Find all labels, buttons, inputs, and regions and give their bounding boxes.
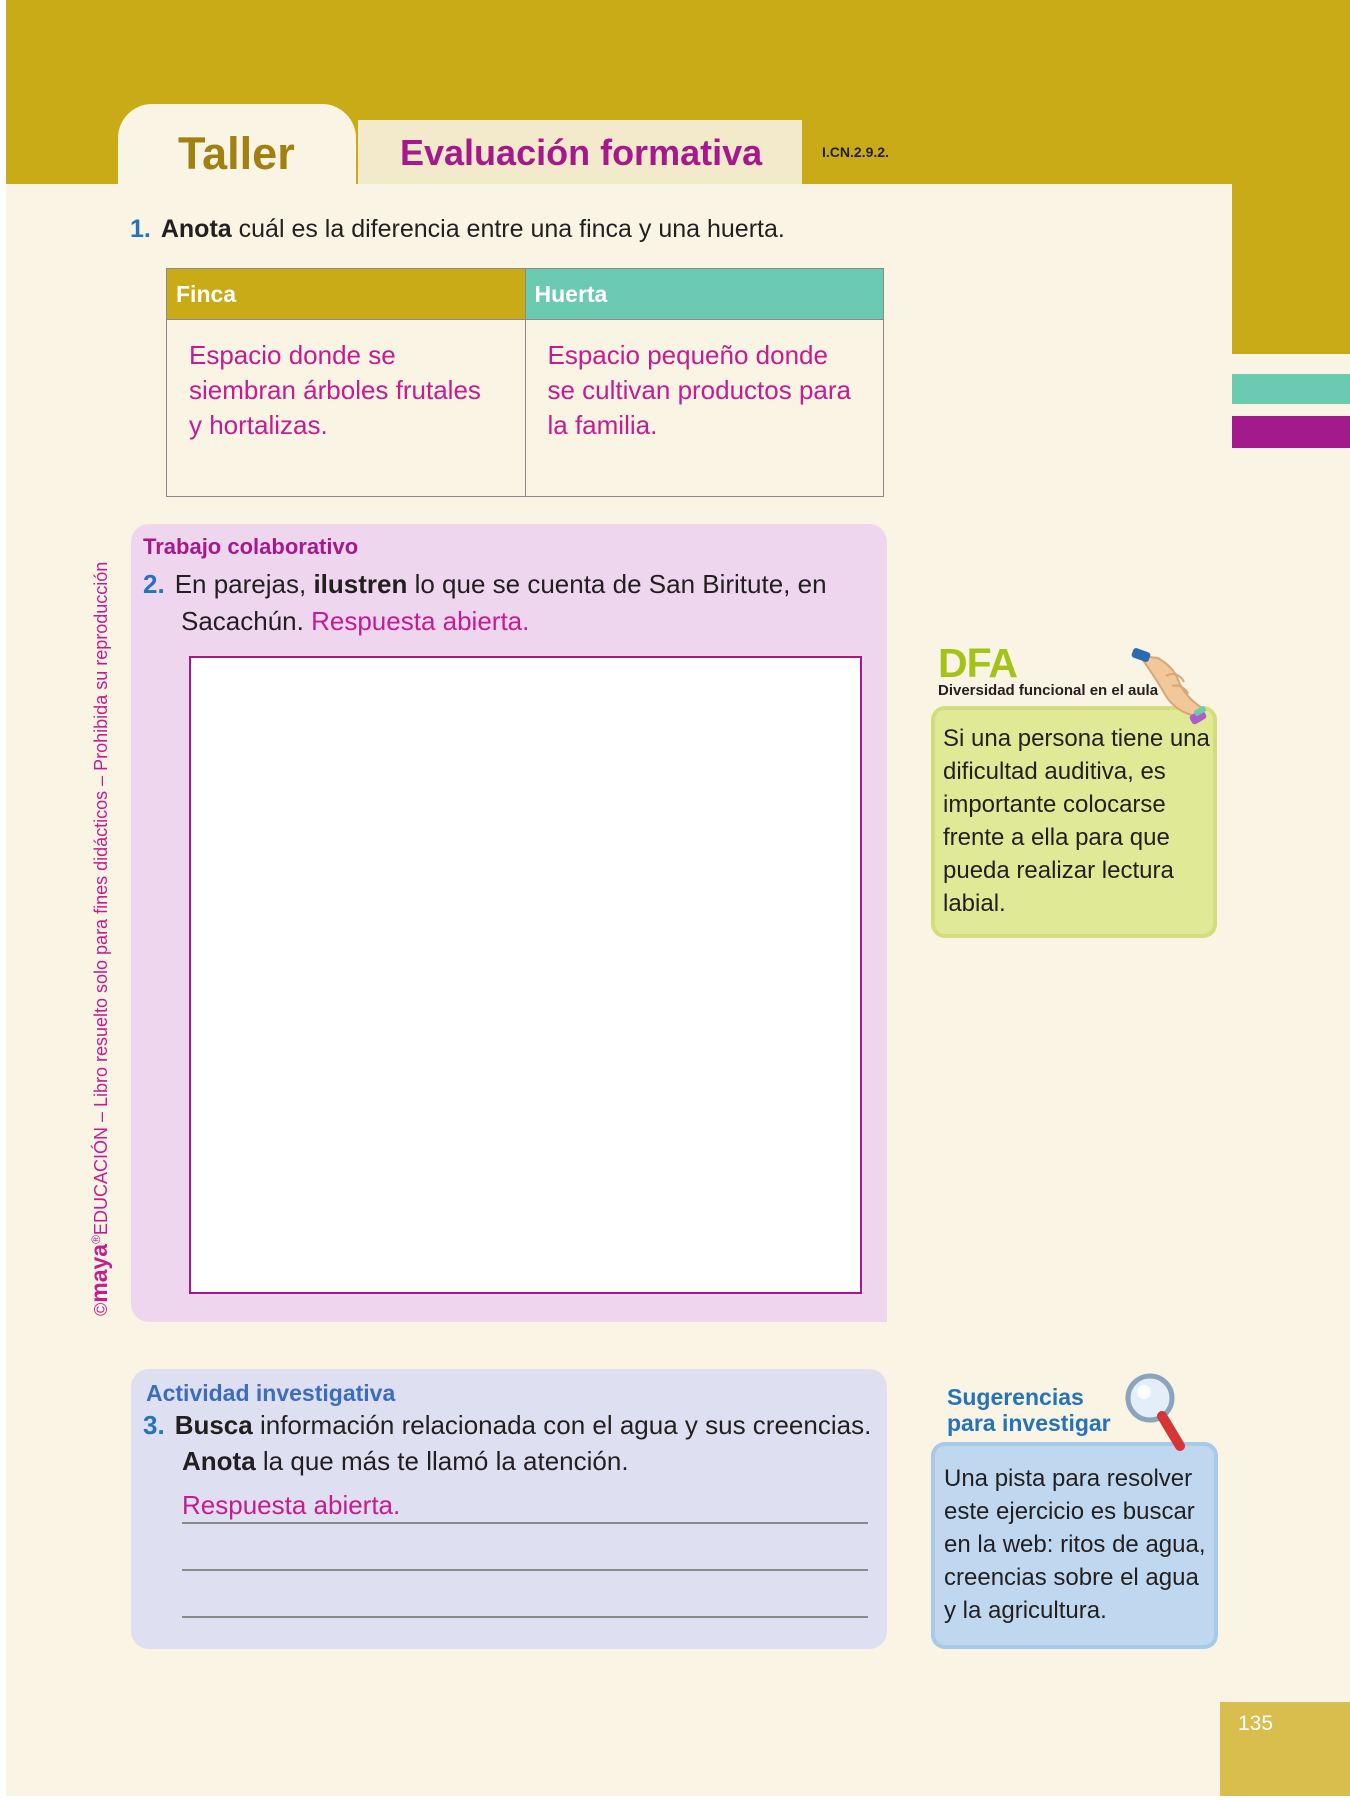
question-text-2: la que más te llamó la atención.: [255, 1446, 629, 1476]
left-margin-strip: [0, 0, 6, 1800]
magnifier-icon: [1122, 1372, 1192, 1452]
question-2: [143, 566, 883, 640]
hand-icon: [1128, 642, 1212, 732]
right-side-band: [1232, 184, 1350, 354]
answer-line-1: [182, 1522, 868, 1524]
watermark-text: EDUCACIÓN – Libro resuelto solo para fines didácticos – Prohibida su reproducción: [91, 561, 111, 1236]
suggestions-text: Una pista para resolver este ejercicio es buscar en la web: ritos de agua, creencias sobre el agua y la agricultura.: [944, 1465, 1206, 1624]
question-number: 1.: [130, 215, 151, 243]
table-cell-huerta[interactable]: Espacio pequeño donde se cultivan productos para la familia.: [525, 320, 884, 497]
finca-huerta-table: [166, 268, 884, 497]
question-3: [143, 1410, 871, 1441]
bottom-margin-strip: [0, 1796, 1350, 1800]
answer-line-2: [182, 1569, 868, 1571]
question-3-line-2: [182, 1446, 629, 1477]
dfa-subtitle: Diversidad funcional en el aula: [938, 682, 1159, 699]
table-cell-finca[interactable]: Espacio donde se siembran árboles frutales y hortalizas.: [167, 320, 526, 497]
dfa-logo: DFA: [938, 640, 1017, 686]
section-title: Taller: [178, 128, 295, 179]
suggestions-title: [947, 1384, 1111, 1436]
answer-text[interactable]: Respuesta abierta.: [182, 1490, 401, 1520]
question-verb: Busca: [174, 1410, 253, 1440]
question-verb-2: Anota: [182, 1446, 256, 1476]
question-verb: ilustren: [313, 569, 408, 599]
answer-text: Respuesta abierta.: [311, 606, 530, 636]
question-number: 3.: [143, 1410, 165, 1440]
suggestions-title-line-2: para investigar: [947, 1410, 1111, 1436]
question-text: información relacionada con el agua y sus creencias.: [252, 1410, 872, 1440]
question-verb: Anota: [160, 215, 232, 243]
question-text-rest: lo que se cuenta de San Biritute, en Sacachún.: [181, 569, 827, 636]
evaluation-title: Evaluación formativa: [400, 132, 763, 173]
curriculum-code: I.CN.2.9.2.: [822, 144, 889, 160]
collaborative-title: Trabajo colaborativo: [143, 534, 359, 559]
question-text: cuál es la diferencia entre una finca y una huerta.: [231, 215, 785, 243]
question-number: 2.: [143, 569, 165, 599]
side-tab-teal: [1232, 374, 1350, 404]
side-tab-purple: [1232, 416, 1350, 448]
table-header-finca: Finca: [167, 269, 526, 320]
copyright-symbol: ©: [91, 1302, 111, 1316]
suggestions-title-line-1: Sugerencias: [947, 1384, 1084, 1410]
dfa-note-text: Si una persona tiene una dificultad auditiva, es importante colocarse frente a ella para que pueda realizar lectura labial.: [943, 725, 1210, 917]
page-number: 135: [1238, 1712, 1274, 1735]
question-1: [130, 215, 785, 244]
answer-line-3: [182, 1616, 868, 1618]
brand-logo: maya: [86, 1243, 112, 1303]
copyright-watermark: [86, 486, 112, 1316]
table-header-huerta: Huerta: [525, 269, 884, 320]
drawing-area[interactable]: [189, 656, 862, 1294]
question-text: En parejas,: [174, 569, 314, 599]
research-title: Actividad investigativa: [146, 1380, 396, 1406]
registered-symbol: ®: [89, 1235, 103, 1244]
